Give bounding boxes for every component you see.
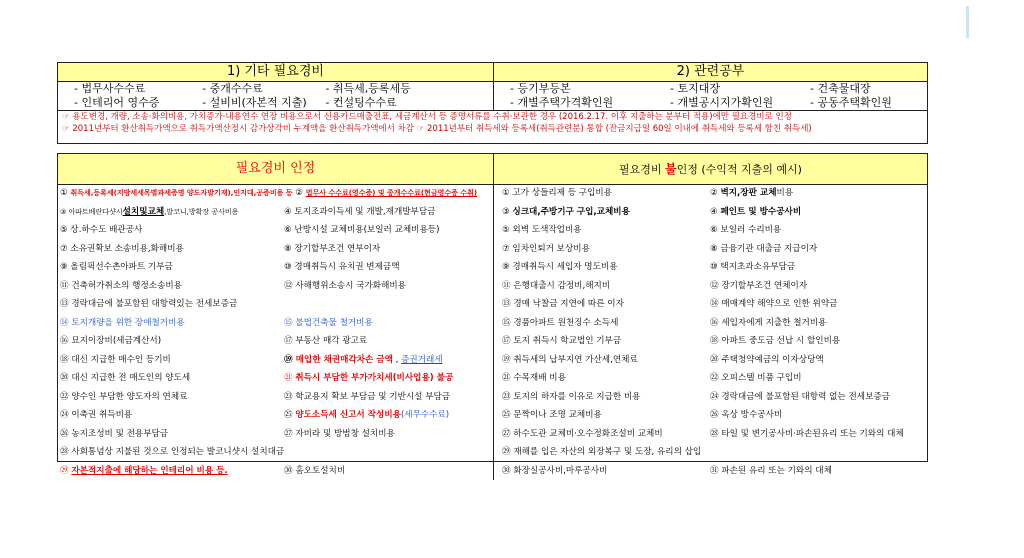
unrecognized-item [710,406,927,425]
item-text: 페인트 및 방수공사비 [720,206,802,217]
item-text: ㉘ 타일 및 변기공사비·파손된유리 또는 기와의 대체 [710,428,904,439]
item-text: 설치및교체 [122,206,165,217]
recognized-item [58,351,284,370]
item-text: ⑤ 상.하수도 배관공사 [60,225,143,235]
table-row [58,295,927,314]
recognized-item [58,203,284,222]
list-item: - 개별공시지가확인원 [670,96,774,109]
unrecognized-expenses-title [494,154,927,184]
item-text: ㉔ 이축권 취득비용 [60,410,133,420]
item-text: ⑥ 보일러 수리비용 [710,225,782,235]
unrecognized-item [494,258,710,277]
item-text: ⑥ 난방시설 교체비용(보일러 교체비용등) [284,225,440,235]
list-item: - 건축물대장 [810,82,871,95]
title-suffix: 인정 (수익적 지출의 예시) [676,163,802,176]
notes [58,110,927,135]
unrecognized-item [494,240,710,259]
item-text: 싱크대,주방기구 구입,교체비용 [512,206,630,217]
unrecognized-item [710,332,927,351]
unrecognized-cell [494,203,927,222]
item-text: (세무수수료) [400,410,450,420]
unrecognized-item [494,277,710,296]
item-text: ⑲ 취득세의 납부지연 가산세,연체료 [502,354,638,365]
title-emphasis: 불 [665,162,677,176]
deductible-expenses-panel [57,153,928,476]
item-text: 증권거래세 [401,354,443,365]
unrecognized-item [710,425,927,444]
item-text: ㉗ 자비라 및 방범창 설치비용 [284,428,395,439]
table-row [58,332,927,351]
unrecognized-item [710,258,927,277]
list-row [58,96,493,110]
other-expenses-list [58,82,494,110]
item-text: ㉙ 재해를 입은 자산의 외장복구 및 도장, 유리의 삽입 [502,447,702,457]
list-item: - 토지대장 [670,82,720,95]
item-text: ⑫ 장기할부조건 연체이자 [710,280,808,291]
panel-header [58,63,927,82]
item-text: 비용 [776,188,794,198]
unrecognized-cell [494,425,927,444]
item-text: ⑱ 아파트 중도금 선납 시 할인비용 [710,336,841,346]
item-text: ⑨ 올림픽선수촌아파트 기부금 [60,262,173,272]
unrecognized-cell [494,314,927,333]
note-line: ☞ 2011년부터 환산취득가액으로 취득가액산정시 감가상각비 누계액을 환산취득가액에서 차감 ☞ 2011년부터 취득세와 등록세(취득관련분) 통합 (잔금지급일 60일 이내에 취득세와 등록세 함친 취득세) [62,124,812,134]
item-text: ④ 토지조과이득세 및 개발,재개발부담금 [284,206,436,217]
item-text: ⑱ 대신 지급한 매수인 등기비 [60,354,171,365]
recognized-cell [58,203,494,222]
recognized-cell [58,425,494,444]
table-row [58,240,927,259]
item-text: 양도소득세 신고서 작성비용 [295,410,401,420]
unrecognized-item [494,425,710,444]
item-text: ⑭ 토지개량을 위한 장애철거비용 [60,317,185,328]
item-text: ⑩ 택지초과소유부담금 [710,262,796,272]
recognized-item [58,332,284,351]
item-text: ㉗ 하수도관 교체비·오수정화조설비 교체비 [502,428,663,439]
item-text: ⑩ 경매취득시 유치권 변제금액 [284,262,400,272]
panel-header [58,154,927,185]
item-text: ③ 아파트베란다샷시 [60,207,123,216]
unrecognized-item [710,388,927,407]
unrecognized-cell [494,462,927,481]
unrecognized-item [710,221,927,240]
item-text: 자본적지출에 해당하는 인테리어 비용 등. [71,465,228,476]
item-text: ㉙ [60,465,72,476]
list-item: - 컨설팅수수료 [325,96,397,109]
item-text: ⑬ 경락대금에 불포함된 대항력있는 전세보증금 [60,299,238,309]
unrecognized-cell [494,221,927,240]
recognized-item [58,240,284,259]
item-text: ⑲ [284,354,296,365]
unrecognized-item [494,203,710,222]
unrecognized-cell [494,184,927,203]
recognized-cell [58,258,494,277]
item-text: 벽지,장판 교체 [720,188,777,198]
item-text: ⑮ 불법건축물 철거비용 [284,317,373,328]
item-text: ⑳ 주택청약예금의 이자상당액 [710,354,824,365]
recognized-cell [58,314,494,333]
list-row [494,96,930,110]
unrecognized-item [494,443,927,462]
table-row [58,369,927,388]
item-text: ④ [710,206,721,217]
table-row [58,258,927,277]
recognized-item [284,369,493,388]
item-text: ⑧ 장기할부조건 연부이자 [284,243,381,254]
recognized-item [284,258,493,277]
item-text: ⑯ 묘지이장비(세금계산서) [60,336,162,346]
unrecognized-cell [494,240,927,259]
unrecognized-item [494,388,710,407]
unrecognized-item [710,184,927,203]
list-item: - 설비비(자본적 지출) [202,96,307,109]
other-expenses-panel [57,62,928,144]
table-row [58,351,927,370]
item-text: ⑰ 토지 취득시 학교법인 기부금 [502,336,622,346]
recognized-item [58,462,284,481]
recognized-item [284,462,493,481]
unrecognized-item [710,295,927,314]
recognized-item [284,314,493,333]
table-row [58,314,927,333]
item-text: ⑮ 경품아파트 원천징수 소득세 [502,317,619,328]
list-row [494,82,930,96]
unrecognized-cell [494,369,927,388]
table-row [58,184,927,203]
item-text: ⑪ 은행대출시 감정비,해지비 [502,280,611,291]
recognized-item [58,184,493,203]
recognized-item [58,369,284,388]
recognized-cell [58,369,494,388]
item-text: 취득시 부담한 부가가치세(비사업용) 불공 [295,373,454,383]
related-documents-list [494,82,930,110]
recognized-item [284,388,493,407]
item-text: ⑳ 대신 지급한 전 매도인의 양도세 [60,373,191,383]
unrecognized-cell [494,351,927,370]
recognized-item [284,277,493,296]
unrecognized-cell [494,406,927,425]
recognized-item [58,388,284,407]
recognized-cell [58,240,494,259]
unrecognized-item [494,295,710,314]
unrecognized-item [494,369,710,388]
unrecognized-cell [494,277,927,296]
recognized-item [284,240,493,259]
item-text: ① [60,188,71,198]
recognized-item [58,295,493,314]
item-text: ⑧ 금융기관 대출금 지급이자 [710,243,818,254]
recognized-cell [58,221,494,240]
unrecognized-item [710,277,927,296]
unrecognized-item [494,184,710,203]
unrecognized-item [710,203,927,222]
list-item: - 중개수수료 [202,82,263,95]
unrecognized-item [710,462,927,481]
item-text: ⑦ 소유권확보 소송비용,화해비용 [60,243,184,254]
item-text: ⑭ 매매계약 해약으로 인한 위약금 [710,299,838,309]
recognized-cell [58,351,494,370]
recognized-expenses-title: 필요경비 인정 [58,154,494,184]
table-row [58,277,927,296]
unrecognized-cell [494,332,927,351]
unrecognized-item [710,314,927,333]
recognized-cell [58,406,494,425]
recognized-cell [58,443,494,462]
item-text: 취득세,등록세(지방세세목별과세증명 양도자발기재),인지대,공증비용 등 [70,189,293,197]
item-text: ㉓ 학교용지 확보 부담금 및 기반시설 부담금 [284,391,451,402]
unrecognized-cell [494,443,927,462]
item-text: ㉓ 토지의 하자를 이유로 지급한 비용 [502,391,641,402]
recognized-item [58,314,284,333]
table-row [58,425,927,444]
item-text: 법무사 수수료(영수증) 및 중개수수료(현금영수증 수취) [305,189,478,197]
item-text: ② [292,188,306,198]
item-text: ⑫ 사해행위소송시 국가화해비용 [284,280,406,291]
item-text: ㉕ [284,410,296,420]
recognized-cell [58,388,494,407]
note-line: ☞ 용도변경, 개량, 소송·화의비용, 가치증가·내용연수 연장 비용으로서 신용카드매출전표, 세금계산서 등 증명서류를 수취·보관한 경우 (2016.2.17. 이후 지출하는 분부터 적용)에만 필요경비로 인정 [62,112,792,122]
item-text: ③ [502,206,513,217]
table-row [58,221,927,240]
unrecognized-cell [494,295,927,314]
recognized-item [58,425,284,444]
item-text: ⑰ 부동산 매각 광고료 [284,336,368,346]
title-prefix: 필요경비 [619,163,666,176]
item-text: ⑨ 경매취득시 세입자 명도비용 [502,262,618,272]
unrecognized-item [710,351,927,370]
item-text: ㉚ 화장실공사비,마루공사비 [502,465,608,476]
item-text: ㉘ 사회통념상 지불된 것으로 인정되는 발코니샷시 설치대금 [60,447,285,457]
recognized-item [58,221,284,240]
other-expenses-title: 1) 기타 필요경비 [58,63,494,81]
item-text: , [392,354,402,365]
recognized-item [58,258,284,277]
list-item: - 취득세,등록세등 [325,82,411,95]
unrecognized-item [710,369,927,388]
recognized-item [58,406,284,425]
item-text: ⑦ 임차인퇴거 보상비용 [502,243,590,254]
recognized-item [284,203,493,222]
expense-lists [58,82,927,110]
table-row [58,406,927,425]
unrecognized-item [494,314,710,333]
item-text: ⑪ 건축허가취소의 행정소송비용 [60,280,182,291]
item-text: ㉑ [284,373,296,383]
item-text: ㉑ 수목재배 비용 [502,373,566,383]
item-text: ,발코니,방확장 공사비용 [164,207,239,216]
list-item: - 공동주택확인원 [810,96,892,109]
recognized-cell [58,462,494,481]
item-text: ㉒ 오피스텔 비품 구입비 [710,373,802,383]
item-text: ㉚ 홈오토설치비 [284,465,346,476]
recognized-item [284,425,493,444]
item-text: ⑯ 세입자에게 지출한 철거비용 [710,317,827,328]
recognized-cell [58,277,494,296]
item-text: ⑬ 경매 낙찰금 지연에 따른 이자 [502,299,624,309]
item-text: ㉒ 양수인 부담한 양도자의 연체료 [60,391,188,402]
item-text: ① 고가 상들리제 등 구입비용 [502,188,612,198]
unrecognized-item [494,462,710,481]
unrecognized-item [710,240,927,259]
table-row [58,203,927,222]
list-item: - 등기부등본 [510,82,571,95]
unrecognized-item [494,221,710,240]
item-text: ㉛ 파손된 유리 또는 기와의 대체 [710,465,832,476]
expense-grid [58,184,927,476]
list-row [58,82,493,96]
recognized-cell [58,184,494,203]
item-text: ㉔ 경락대금에 불포함된 대항력 없는 전세보증금 [710,391,890,402]
recognized-item [284,351,493,370]
recognized-cell [58,295,494,314]
unrecognized-item [494,351,710,370]
item-text: ㉖ 옥상 방수공사비 [710,410,783,420]
recognized-cell [58,332,494,351]
unrecognized-cell [494,258,927,277]
table-row [58,388,927,407]
recognized-item [284,406,493,425]
table-row [58,462,927,481]
list-item: - 인테리어 영수증 [74,96,160,109]
decorative-bar [966,6,969,38]
unrecognized-item [494,406,710,425]
item-text: ⑤ 외벽 도색작업비용 [502,225,582,235]
item-text: ㉕ 문짝이나 조명 교체비용 [502,410,602,420]
item-text: 매입한 채권매각차손 금액 [295,354,393,365]
list-item: - 법무사수수료 [74,82,146,95]
item-text: ㉖ 농지조성비 및 전용부담금 [60,428,169,439]
unrecognized-item [494,332,710,351]
recognized-item [284,221,493,240]
recognized-item [284,332,493,351]
recognized-item [58,443,493,462]
item-text: ② [710,188,721,198]
table-row [58,443,927,462]
related-documents-title: 2) 관련공부 [676,64,745,79]
unrecognized-cell [494,388,927,407]
list-item: - 개별주택가격확인원 [510,96,614,109]
recognized-item [58,277,284,296]
